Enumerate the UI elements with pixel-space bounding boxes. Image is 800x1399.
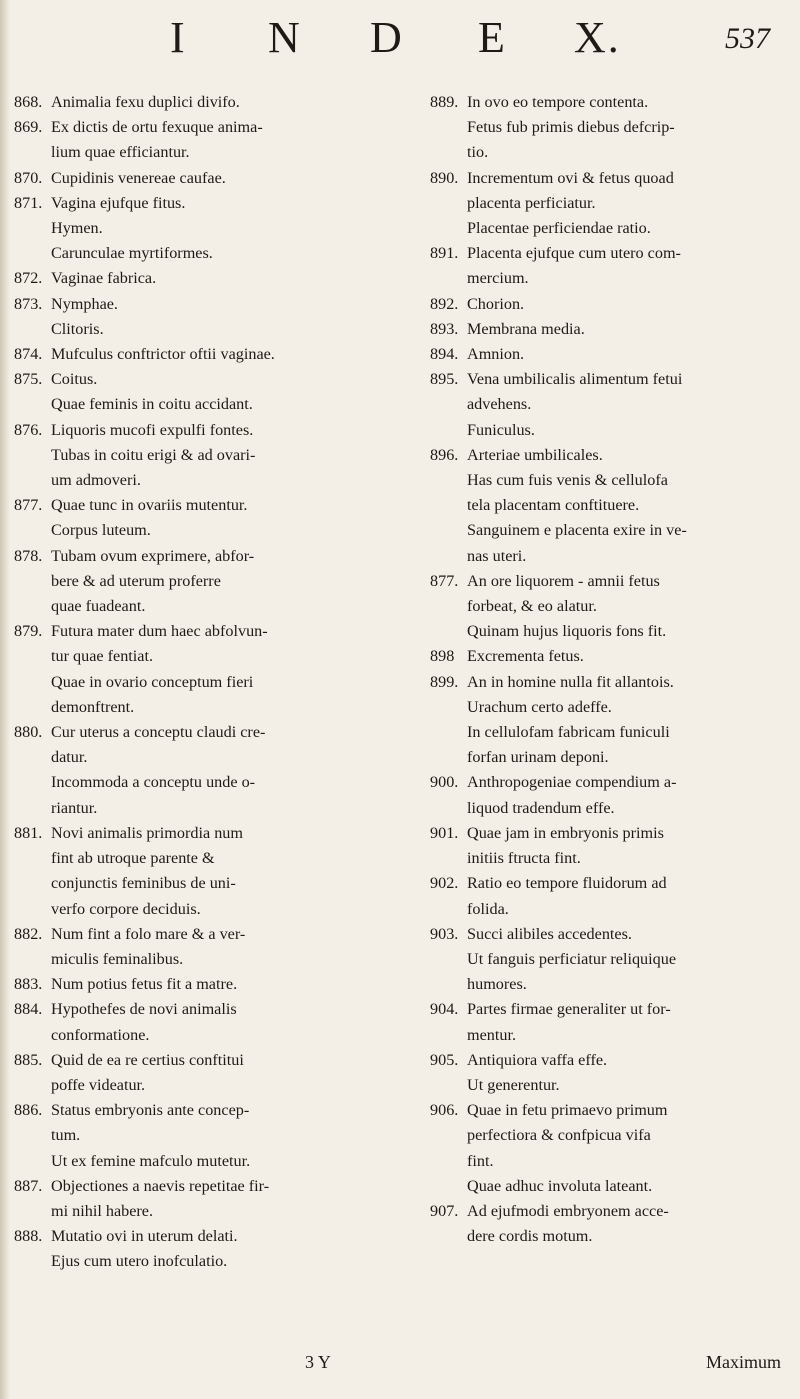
index-entry (14, 922, 414, 972)
index-entry-line (430, 1023, 792, 1048)
index-entry-text: Hypothefes de novi animalis (51, 1000, 237, 1019)
index-entry-number: 896. (430, 445, 459, 464)
index-entry-number: 884. (14, 1000, 43, 1019)
index-entry-text: tur quae fentiat. (51, 647, 154, 666)
index-entry-number: 907. (430, 1201, 459, 1220)
index-entry-text: verfo corpore deciduis. (51, 899, 201, 918)
index-entry (430, 770, 792, 820)
index-entry-text: Animalia fexu duplici divifo. (51, 93, 240, 111)
index-entry-text: Ratio eo tempore fluidorum ad (467, 874, 667, 893)
index-entry-line (430, 166, 792, 191)
index-entry-number: 883. (14, 975, 43, 994)
index-entry-number: 880. (14, 723, 43, 742)
index-entry-text: um admoveri. (51, 471, 141, 490)
index-entry (14, 266, 414, 291)
index-entry-text: In cellulofam fabricam funiculi (467, 723, 670, 742)
index-entry-text: Placentae perficiendae ratio. (467, 219, 651, 238)
header-letter: N (268, 13, 302, 62)
index-entry-line (430, 115, 792, 140)
index-entry-text: Quae in fetu primaevo primum (467, 1101, 668, 1120)
index-entry-number: 874. (14, 345, 43, 364)
right-index-column (430, 90, 792, 1249)
index-entry-line (14, 871, 414, 896)
index-entry-line (430, 745, 792, 770)
index-entry-line (14, 342, 414, 367)
index-entry-text: Num potius fetus fit a matre. (51, 975, 238, 994)
index-entry-text: tum. (51, 1126, 81, 1145)
index-entry-line (14, 292, 414, 317)
index-entry-number: 895. (430, 370, 459, 389)
index-entry-text: Vagina ejufque fitus. (51, 193, 186, 212)
index-entry-text: Quid de ea re certius conftitui (51, 1050, 244, 1069)
index-entry-number: 892. (430, 294, 459, 313)
index-entry-text: bere & ad uterum proferre (51, 571, 221, 590)
index-entry-line (14, 1174, 414, 1199)
index-entry-line (430, 342, 792, 367)
index-entry-line (14, 493, 414, 518)
index-entry (430, 670, 792, 771)
index-entry-line (14, 1023, 414, 1048)
index-entry-text: Quae feminis in coitu accidant. (51, 395, 253, 414)
index-entry-text: miculis feminalibus. (51, 949, 184, 968)
index-entry-line (430, 594, 792, 619)
index-entry-line (14, 468, 414, 493)
index-entry-number: 870. (14, 168, 43, 187)
page-edge-shadow (0, 0, 10, 1399)
index-entry-line (430, 1224, 792, 1249)
index-entry-text: nas uteri. (467, 546, 527, 565)
index-entry-text: Vena umbilicalis alimentum fetui (467, 370, 683, 389)
index-entry-text: Antiquiora vaffa effe. (467, 1050, 608, 1069)
index-entry-line (430, 317, 792, 342)
index-entry-line (430, 972, 792, 997)
index-entry-line (14, 1149, 414, 1174)
index-entry-line (14, 1249, 414, 1274)
index-entry-line (14, 1098, 414, 1123)
index-entry (430, 367, 792, 443)
index-entry-text: poffe videatur. (51, 1075, 146, 1094)
index-entry-text: Amnion. (467, 345, 525, 364)
index-entry-line (14, 720, 414, 745)
index-entry-text: datur. (51, 748, 88, 767)
index-entry-text: liquod tradendum effe. (467, 798, 615, 817)
index-entry (430, 871, 792, 921)
index-entry-line (14, 443, 414, 468)
index-entry-text: Hymen. (51, 219, 103, 238)
index-entry-text: Quae tunc in ovariis mutentur. (51, 496, 248, 515)
index-entry (14, 997, 414, 1047)
index-entry-line (430, 871, 792, 896)
catchword: Maximum (706, 1352, 781, 1372)
index-entry-text: Fetus fub primis diebus defcrip- (467, 118, 675, 137)
index-entry-line (14, 569, 414, 594)
index-entry-text: perfectiora & confpicua vifa (467, 1126, 651, 1145)
index-entry-text: Ad ejufmodi embryonem acce- (467, 1201, 669, 1220)
index-entry-line (14, 216, 414, 241)
index-entry-text: Novi animalis primordia num (51, 823, 243, 842)
index-entry-number: 886. (14, 1101, 43, 1120)
index-entry (430, 1098, 792, 1199)
index-entry-line (14, 897, 414, 922)
index-entry-text: forbeat, & eo alatur. (467, 597, 597, 616)
index-entry (430, 317, 792, 342)
index-entry-line (430, 1149, 792, 1174)
index-entry-line (14, 140, 414, 165)
index-entry-line (14, 418, 414, 443)
index-entry-text: lium quae efficiantur. (51, 143, 190, 162)
index-entry-line (14, 770, 414, 795)
page-number: 537 (725, 22, 770, 55)
index-entry (14, 972, 414, 997)
index-entry (430, 1199, 792, 1249)
index-entry (14, 619, 414, 720)
index-entry-line (430, 90, 792, 115)
index-entry-line (430, 695, 792, 720)
index-entry-line (430, 670, 792, 695)
index-entry-line (430, 720, 792, 745)
index-entry-text: Status embryonis ante concep- (51, 1101, 250, 1120)
header-letter: I (170, 13, 187, 62)
index-entry-line (14, 997, 414, 1022)
index-entry-line (14, 191, 414, 216)
index-entry-line (14, 518, 414, 543)
index-entry-line (14, 1224, 414, 1249)
index-entry-text: Incrementum ovi & fetus quoad (467, 168, 674, 187)
index-entry-text: Cupidinis venereae caufae. (51, 168, 226, 187)
index-entry-number: 868. (14, 93, 43, 111)
index-entry-text: demonftrent. (51, 697, 135, 716)
index-entry-line (14, 1199, 414, 1224)
index-entry (430, 997, 792, 1047)
index-entry (430, 292, 792, 317)
index-entry (14, 1174, 414, 1224)
index-entry-number: 876. (14, 420, 43, 439)
index-entry-number: 903. (430, 924, 459, 943)
index-entry-line (14, 392, 414, 417)
index-entry (14, 1098, 414, 1174)
index-entry-text: Placenta ejufque cum utero com- (467, 244, 681, 263)
index-entry-number: 904. (430, 1000, 459, 1019)
index-entry-line (14, 796, 414, 821)
index-entry-number: 902. (430, 874, 459, 893)
index-entry-text: fint. (467, 1151, 494, 1170)
index-entry-number: 869. (14, 118, 43, 137)
index-entry-text: forfan urinam deponi. (467, 748, 609, 767)
index-entry-number: 877. (14, 496, 43, 515)
index-entry-line (14, 241, 414, 266)
index-entry-text: Ejus cum utero inofculatio. (51, 1252, 228, 1271)
index-entry-number: 890. (430, 168, 459, 187)
index-entry-text: Mufculus conftrictor oftii vaginae. (51, 345, 275, 364)
index-entry-line (430, 770, 792, 795)
index-entry-text: mercium. (467, 269, 529, 288)
index-entry-text: tio. (467, 143, 489, 162)
index-entry-number: 879. (14, 622, 43, 641)
index-entry-number: 894. (430, 345, 459, 364)
index-entry-line (430, 392, 792, 417)
index-entry-text: Vaginae fabrica. (51, 269, 157, 288)
index-entry-text: Quae in ovario conceptum fieri (51, 672, 254, 691)
index-entry (430, 166, 792, 242)
index-entry-number: 901. (430, 823, 459, 842)
index-entry-text: placenta perficiatur. (467, 193, 596, 212)
index-entry (430, 443, 792, 569)
index-entry-line (14, 670, 414, 695)
index-entry-number: 875. (14, 370, 43, 389)
index-entry-text: Excrementa fetus. (467, 647, 584, 666)
index-entry-number: 891. (430, 244, 459, 263)
index-entry-text: Tubas in coitu erigi & ad ovari- (51, 445, 256, 464)
index-entry-line (430, 216, 792, 241)
index-entry (430, 922, 792, 998)
index-entry-text: Mutatio ovi in uterum delati. (51, 1227, 238, 1246)
index-entry (14, 720, 414, 821)
index-entry-number: 871. (14, 193, 43, 212)
index-entry-line (430, 493, 792, 518)
index-entry-text: Futura mater dum haec abfolvun- (51, 622, 268, 641)
index-entry-line (430, 997, 792, 1022)
index-entry-text: dere cordis motum. (467, 1227, 593, 1246)
index-entry (14, 821, 414, 922)
index-entry (430, 90, 792, 166)
index-entry (430, 569, 792, 645)
index-entry (14, 166, 414, 191)
index-entry-text: Num fint a folo mare & a ver- (51, 924, 246, 943)
index-entry (14, 191, 414, 267)
index-entry-number: 881. (14, 823, 43, 842)
page-header (170, 12, 770, 72)
index-entry-number: 906. (430, 1101, 459, 1120)
index-entry-text: Clitoris. (51, 319, 104, 338)
index-entry (14, 342, 414, 367)
index-entry-line (14, 544, 414, 569)
index-entry-text: Coitus. (51, 370, 98, 389)
index-entry-number: 873. (14, 294, 43, 313)
index-entry-line (430, 1199, 792, 1224)
index-entry-number: 899. (430, 672, 459, 691)
index-entry-line (14, 972, 414, 997)
index-entry-text: mentur. (467, 1025, 517, 1044)
index-entry-number: 872. (14, 269, 43, 288)
index-entry (430, 1048, 792, 1098)
index-entry-line (430, 619, 792, 644)
header-letter: D (370, 13, 404, 62)
index-entry-text: quae fuadeant. (51, 597, 146, 616)
index-entry-text: Has cum fuis venis & cellulofa (467, 471, 668, 490)
index-entry (14, 1224, 414, 1274)
index-entry-text: Cur uterus a conceptu claudi cre- (51, 723, 266, 742)
index-entry-number: 898 (430, 647, 455, 666)
index-entry-text: Ut ex femine mafculo mutetur. (51, 1151, 251, 1170)
index-entry-text: An ore liquorem - amnii fetus (467, 571, 660, 590)
header-letter: X. (574, 13, 621, 62)
index-entry-text: advehens. (467, 395, 532, 414)
index-entry-text: Incommoda a conceptu unde o- (51, 773, 256, 792)
index-entry-line (14, 266, 414, 291)
index-entry-line (430, 266, 792, 291)
index-entry (14, 90, 414, 115)
index-entry-line (430, 947, 792, 972)
index-entry-line (430, 292, 792, 317)
index-entry-line (430, 518, 792, 543)
index-entry-line (14, 1073, 414, 1098)
index-entry (14, 292, 414, 342)
index-entry-text: Corpus luteum. (51, 521, 151, 540)
index-entry-text: Liquoris mucofi expulfi fontes. (51, 420, 254, 439)
index-entry-line (430, 1174, 792, 1199)
index-entry-line (14, 947, 414, 972)
index-entry-line (14, 1123, 414, 1148)
index-entry-text: Anthropogeniae compendium a- (467, 773, 677, 792)
index-entry-line (430, 1048, 792, 1073)
index-entry-line (430, 846, 792, 871)
index-entry-line (14, 846, 414, 871)
index-entry-text: initiis ftructa fint. (467, 849, 581, 868)
index-entry-text: Nymphae. (51, 294, 118, 313)
index-entry-number: 900. (430, 773, 459, 792)
index-entry-text: conformatione. (51, 1025, 150, 1044)
index-entry (14, 1048, 414, 1098)
index-entry (14, 115, 414, 165)
index-entry-line (14, 367, 414, 392)
index-entry-text: An in homine nulla fit allantois. (467, 672, 674, 691)
index-entry-line (430, 796, 792, 821)
index-entry-text: fint ab utroque parente & (51, 849, 215, 868)
index-entry-text: Chorion. (467, 294, 525, 313)
index-entry (430, 821, 792, 871)
index-entry-number: 905. (430, 1050, 459, 1069)
index-entry-text: Quinam hujus liquoris fons fit. (467, 622, 667, 641)
index-entry (14, 544, 414, 620)
index-entry-line (14, 166, 414, 191)
index-entry (14, 418, 414, 494)
index-entry-line (430, 922, 792, 947)
index-entry-number: 889. (430, 93, 459, 111)
index-entry-number: 882. (14, 924, 43, 943)
index-entry-line (430, 418, 792, 443)
index-entry-number: 893. (430, 319, 459, 338)
index-entry-line (14, 695, 414, 720)
index-entry-number: 885. (14, 1050, 43, 1069)
index-entry-line (14, 922, 414, 947)
index-entry-line (430, 569, 792, 594)
index-entry-text: Quae jam in embryonis primis (467, 823, 664, 842)
index-entry-line (430, 897, 792, 922)
index-entry-text: Urachum certo adeffe. (467, 697, 612, 716)
index-entry (430, 644, 792, 669)
index-entry-line (430, 191, 792, 216)
index-entry-text: Quae adhuc involuta lateant. (467, 1176, 653, 1195)
page-footer (0, 1352, 800, 1386)
index-entry-text: tela placentam conftituere. (467, 496, 640, 515)
index-entry-text: Partes firmae generaliter ut for- (467, 1000, 671, 1019)
header-letter: E (478, 13, 507, 62)
index-entry-text: Sanguinem e placenta exire in ve- (467, 521, 687, 540)
index-entry-text: Ut generentur. (467, 1075, 560, 1094)
index-entry-line (430, 1123, 792, 1148)
index-entry-text: In ovo eo tempore contenta. (467, 93, 649, 111)
index-entry-line (14, 821, 414, 846)
index-entry-line (14, 594, 414, 619)
index-entry-number: 887. (14, 1176, 43, 1195)
index-entry-line (430, 367, 792, 392)
index-entry-line (430, 443, 792, 468)
index-entry-text: Ex dictis de ortu fexuque anima- (51, 118, 263, 137)
left-index-column (14, 90, 414, 1275)
index-entry-text: Arteriae umbilicales. (467, 445, 603, 464)
index-entry-text: conjunctis feminibus de uni- (51, 874, 236, 893)
index-entry-number: 877. (430, 571, 459, 590)
index-entry-line (14, 1048, 414, 1073)
index-entry-text: humores. (467, 975, 527, 994)
index-entry-line (14, 115, 414, 140)
index-entry-text: Ut fanguis perficiatur reliquique (467, 949, 677, 968)
index-entry-line (14, 90, 414, 115)
index-entry (430, 342, 792, 367)
index-entry-line (14, 317, 414, 342)
index-entry-number: 878. (14, 546, 43, 565)
index-entry-line (14, 644, 414, 669)
index-entry-text: Carunculae myrtiformes. (51, 244, 213, 263)
index-entry-text: riantur. (51, 798, 98, 817)
index-entry-line (430, 544, 792, 569)
index-entry-line (430, 1073, 792, 1098)
index-entry-line (430, 241, 792, 266)
index-entry-number: 888. (14, 1227, 43, 1246)
signature-mark: 3 Y (305, 1352, 331, 1372)
index-entry-line (430, 140, 792, 165)
index-entry-line (430, 1098, 792, 1123)
index-entry-text: Funiculus. (467, 420, 535, 439)
index-entry-line (430, 821, 792, 846)
index-entry-text: Tubam ovum exprimere, abfor- (51, 546, 255, 565)
index-entry (430, 241, 792, 291)
index-entry (14, 367, 414, 417)
index-entry-text: Membrana media. (467, 319, 585, 338)
index-entry-line (430, 468, 792, 493)
index-entry-text: folida. (467, 899, 509, 918)
index-entry-line (430, 644, 792, 669)
index-entry-text: Succi alibiles accedentes. (467, 924, 632, 943)
index-entry-text: Objectiones a naevis repetitae fir- (51, 1176, 270, 1195)
index-entry-text: mi nihil habere. (51, 1201, 154, 1220)
index-entry (14, 493, 414, 543)
index-entry-line (14, 745, 414, 770)
index-entry-line (14, 619, 414, 644)
